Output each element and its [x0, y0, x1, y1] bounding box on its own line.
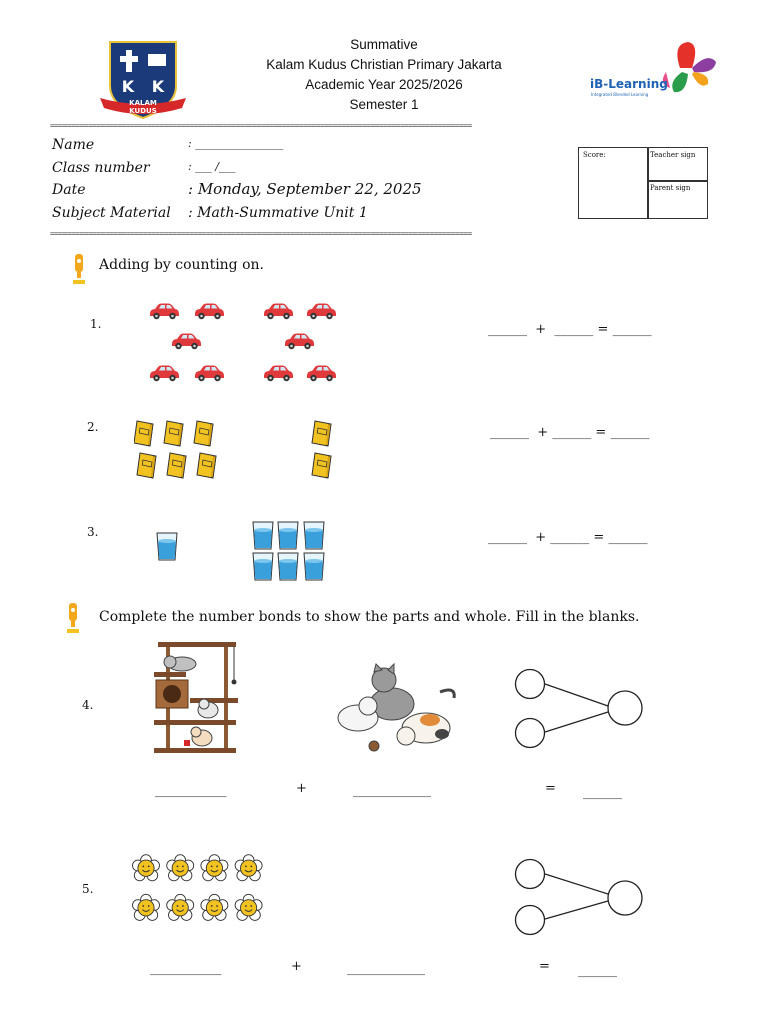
- question-5-blank-whole[interactable]: ______: [578, 963, 617, 978]
- class-number-label: Class number: [52, 160, 150, 176]
- question-5-blank-part1[interactable]: ___________: [150, 961, 222, 976]
- ib-learning-logo-text: iB-Learning: [590, 77, 668, 91]
- svg-text:K: K: [121, 77, 135, 96]
- question-4-number: 4.: [82, 698, 94, 712]
- teacher-sign-label: Teacher sign: [650, 151, 696, 159]
- date-value: : Monday, September 22, 2025: [188, 180, 422, 198]
- question-3-glass-left: [156, 531, 180, 563]
- parent-sign-cell[interactable]: [647, 180, 708, 219]
- score-box: [578, 147, 708, 219]
- question-2-books-right: [310, 418, 336, 482]
- section1-mascot-icon: [72, 252, 86, 286]
- separator-top: ====================================================================================================: [50, 121, 472, 130]
- score-label: Score:: [583, 151, 606, 159]
- number-bond-diagram-4: [512, 668, 646, 752]
- question-5-blank-part2[interactable]: ____________: [347, 961, 425, 976]
- question-4-blank-part1[interactable]: ___________: [155, 783, 227, 798]
- question-2-equation[interactable]: ______ + ______ = ______: [490, 425, 650, 440]
- score-cell[interactable]: [578, 147, 649, 219]
- question-4-equals: =: [545, 781, 556, 796]
- teacher-sign-cell[interactable]: [647, 147, 708, 182]
- subject-label: Subject Material: [52, 205, 171, 221]
- section2-instruction: Complete the number bonds to show the parts and whole. Fill in the blanks.: [99, 609, 640, 625]
- subject-value: : Math-Summative Unit 1: [188, 205, 368, 221]
- question-5-plus: +: [291, 959, 302, 974]
- question-5-number: 5.: [82, 882, 94, 896]
- question-5-equals: =: [539, 959, 550, 974]
- school-logo-text: KALAM KUDUS: [129, 99, 157, 115]
- playing-cats-image: [330, 662, 460, 756]
- question-1-cars-right: [262, 302, 342, 386]
- question-4-plus: +: [296, 781, 307, 796]
- question-4-blank-part2[interactable]: ____________: [353, 783, 431, 798]
- parent-sign-label: Parent sign: [650, 184, 691, 192]
- question-2-books-left: [134, 418, 224, 482]
- name-field[interactable]: : ________________: [188, 137, 284, 150]
- cat-tree-image: [150, 640, 242, 756]
- question-5-flowers-grid: [128, 852, 276, 930]
- section1-instruction: Adding by counting on.: [99, 257, 264, 273]
- ib-learning-logo: [588, 38, 718, 100]
- separator-bottom: ====================================================================================================: [50, 229, 472, 238]
- header-year: Academic Year 2025/2026: [305, 77, 463, 92]
- question-1-cars-left: [148, 302, 228, 386]
- class-number-field[interactable]: : ___ /___: [188, 160, 236, 173]
- question-1-number: 1.: [90, 317, 102, 331]
- section2-mascot-icon: [66, 601, 80, 635]
- number-bond-diagram-5: [512, 857, 646, 941]
- header-school: Kalam Kudus Christian Primary Jakarta: [266, 57, 502, 72]
- name-label: Name: [52, 137, 95, 153]
- question-1-equation[interactable]: ______ + ______ = ______: [488, 322, 652, 337]
- header-semester: Semester 1: [349, 97, 419, 112]
- question-3-glasses-right: [252, 520, 328, 582]
- header-title: Summative: [350, 37, 418, 52]
- question-3-equation[interactable]: ______ + ______ = ______: [488, 530, 648, 545]
- svg-text:K: K: [151, 77, 165, 96]
- question-3-number: 3.: [87, 525, 99, 539]
- date-label: Date: [52, 182, 86, 198]
- question-2-number: 2.: [87, 420, 99, 434]
- ib-learning-logo-subtext: Integrated Blended Learning: [591, 92, 649, 97]
- question-4-blank-whole[interactable]: ______: [583, 785, 622, 800]
